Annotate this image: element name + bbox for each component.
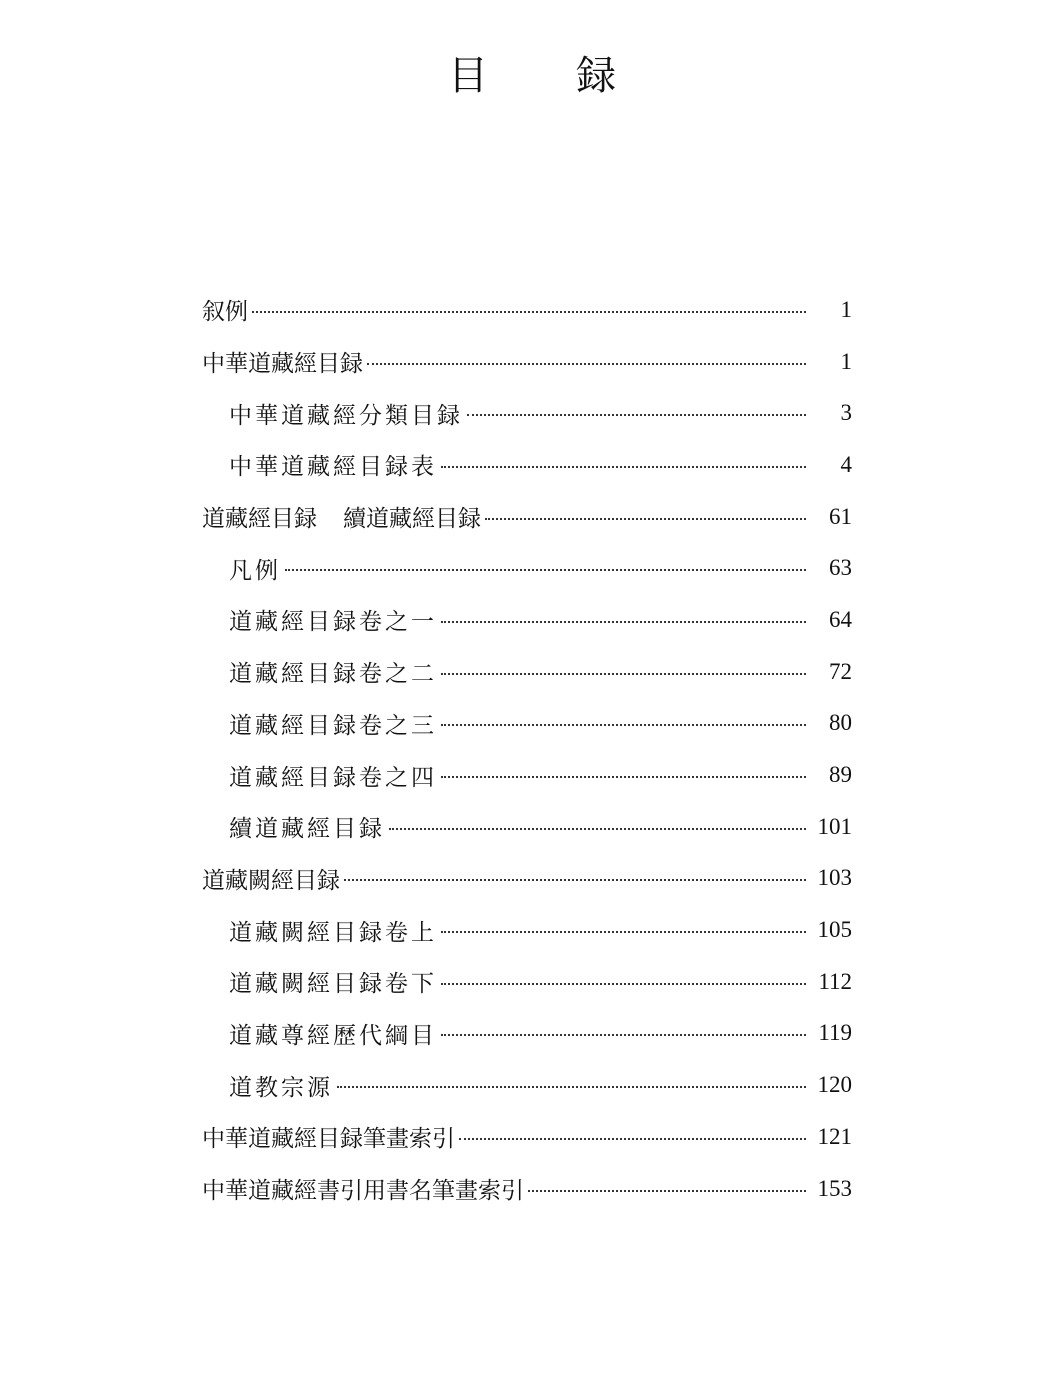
toc-entry-title-text: 道藏經目録卷之二 [229,661,437,688]
toc-page-number: 103 [817,865,852,891]
toc-entry-title [202,293,248,326]
toc-entry[interactable] [202,853,852,905]
dot-leader [441,621,806,623]
dot-leader [441,776,806,778]
toc-page-number: 105 [817,917,852,943]
toc-entry-title-text: 中華道藏經目録 [202,351,363,378]
toc-entry-title-text: 中華道藏經目録筆畫索引 [202,1126,455,1153]
toc-page-number: 121 [817,1123,852,1149]
toc-entry[interactable] [202,491,852,543]
dot-leader [459,1138,806,1140]
toc-entry-title-text: 道藏闕經目録卷上 [229,919,437,946]
toc-entry-title-text: 道藏闕經目録卷下 [229,971,437,998]
dot-leader [441,673,806,675]
dot-leader [441,724,806,726]
toc-page-number: 119 [818,1020,852,1046]
toc-entry[interactable] [202,801,852,853]
toc-entry-title-text: 中華道藏經目録表 [229,454,437,481]
title-char-2: 録 [576,53,704,99]
toc-entry-title-text: 續道藏經目録 [229,816,385,843]
toc-entry[interactable] [202,439,852,491]
toc-entry-title-text: 中華道藏經書引用書名筆畫索引 [202,1178,524,1205]
toc-entry-title [202,345,363,378]
toc-entry[interactable] [202,956,852,1008]
dot-leader [389,828,806,830]
toc-page-number: 63 [829,555,852,581]
dot-leader [252,311,806,313]
table-of-contents [202,284,852,1214]
dot-leader [441,983,806,985]
toc-entry[interactable] [202,698,852,750]
toc-entry[interactable] [202,1111,852,1163]
dot-leader [285,569,806,571]
toc-entry[interactable] [202,284,852,336]
toc-entry-title [202,500,481,533]
toc-page-number: 64 [829,606,852,632]
toc-entry-title-text: 道藏經目録卷之一 [229,609,437,636]
toc-entry-title [229,1017,437,1050]
dot-leader [485,518,806,520]
toc-page-number: 120 [817,1072,852,1098]
toc-entry-title-text: 道藏經目録 [202,506,317,533]
toc-entry[interactable] [202,542,852,594]
toc-entry-title-text: 道藏尊經歷代綱目 [229,1022,437,1049]
toc-entry-title [229,1069,333,1102]
toc-page-number: 4 [840,451,852,477]
toc-entry-title [229,759,437,792]
toc-entry[interactable] [202,1163,852,1215]
dot-leader [528,1190,806,1192]
toc-page-number: 61 [829,503,852,529]
toc-page-number: 1 [840,348,852,374]
toc-entry-title-text: 道藏經目録卷之三 [229,712,437,739]
toc-page-number: 3 [840,400,852,426]
toc-entry-title [229,603,437,636]
toc-entry[interactable] [202,594,852,646]
toc-entry[interactable] [202,1059,852,1111]
dot-leader [441,466,806,468]
page-title [0,44,1064,101]
toc-entry[interactable] [202,387,852,439]
toc-entry[interactable] [202,904,852,956]
toc-entry[interactable] [202,336,852,388]
dot-leader [441,1034,806,1036]
toc-page-number: 89 [829,762,852,788]
toc-entry-title [229,965,437,998]
toc-entry-title [229,655,437,688]
toc-entry-title-text: 道藏經目録卷之四 [229,764,437,791]
toc-page-number: 153 [817,1175,852,1201]
toc-page-number: 72 [829,658,852,684]
toc-entry-title [229,552,281,585]
toc-entry-title-text: 道藏闕經目録 [202,867,340,894]
toc-entry-title [202,862,340,895]
dot-leader [337,1086,806,1088]
toc-entry-title [202,1172,524,1205]
toc-entry-title [229,448,437,481]
toc-entry-title [229,397,463,430]
toc-entry-title [229,914,437,947]
toc-page-number: 80 [829,710,852,736]
toc-page-number: 1 [840,296,852,322]
toc-entry-title-text: 叙例 [202,299,248,326]
toc-entry-title-text: 凡例 [229,557,281,584]
dot-leader [344,879,806,881]
dot-leader [441,931,806,933]
toc-page-number: 112 [818,968,852,994]
toc-entry[interactable] [202,646,852,698]
toc-entry-title-text: 中華道藏經分類目録 [229,402,463,429]
toc-entry-title [229,810,385,843]
toc-page-number: 101 [817,813,852,839]
toc-entry[interactable] [202,749,852,801]
toc-entry[interactable] [202,1008,852,1060]
dot-leader [467,414,806,416]
toc-entry-title-text: 道教宗源 [229,1074,333,1101]
toc-entry-title [229,707,437,740]
toc-entry-title [202,1120,455,1153]
toc-entry-title-secondary: 續道藏經目録 [343,506,481,533]
title-char-1: 目 [448,53,576,99]
dot-leader [367,363,806,365]
